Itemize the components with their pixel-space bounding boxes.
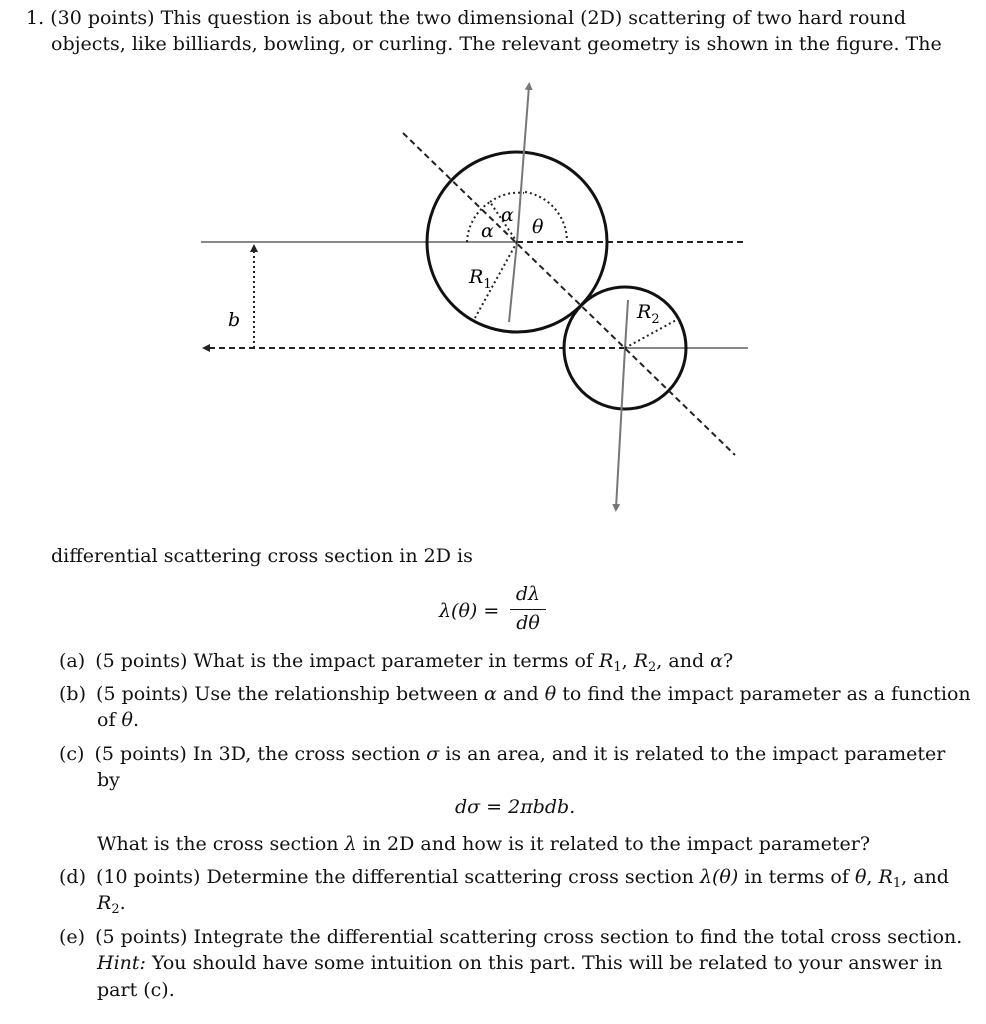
part-d-points: (10 points) (96, 866, 201, 888)
part-c-equation: dσ = 2πbdb. (455, 796, 576, 818)
part-a-points: (5 points) (95, 650, 188, 672)
part-a-label: (a) (59, 650, 86, 672)
part-e-text-1: Integrate the differential scattering cross section to find the total cross section. (193, 926, 963, 948)
part-c-followup-1: What is the cross section (97, 833, 339, 855)
intro-text-2: objects, like billiards, bowling, or curling. The relevant geometry is shown in the figure. The (51, 33, 942, 55)
scattered-path-2-upper (625, 300, 628, 348)
part-b-text-1: Use the relationship between (194, 683, 478, 705)
part-a (59, 648, 733, 674)
part-a-r2: R (633, 650, 649, 672)
part-b-line-2 (97, 707, 139, 733)
part-d-line-1 (59, 864, 949, 890)
part-d-line-2 (97, 890, 126, 916)
part-c-followup (97, 831, 870, 857)
problem-number: 1. (26, 7, 45, 29)
r1-label: $R_1$ (469, 266, 492, 292)
part-c-followup-2: in 2D and how is it related to the impact parameter? (362, 833, 871, 855)
part-a-comma: , (621, 650, 628, 672)
part-b-of: of (97, 709, 116, 731)
part-b-theta-2: θ (121, 709, 133, 731)
part-a-r1: R (599, 650, 614, 672)
equation-lambda-denominator: dθ (516, 612, 540, 634)
part-a-r1-sub: 1 (613, 660, 622, 675)
part-e-hint-label: Hint: (97, 952, 146, 974)
part-d-r2: R (97, 892, 112, 914)
intro-text-1: This question is about the two dimensional (2D) scattering of two hard round (160, 7, 907, 29)
part-d-r1: R (878, 866, 893, 888)
part-a-r2-sub: 2 (648, 660, 657, 675)
part-e-text-2: You should have some intuition on this part. This will be related to your answer in (151, 952, 943, 974)
part-d-and: , and (901, 866, 949, 888)
b-label: b (228, 309, 241, 331)
part-e-line-2 (97, 950, 943, 976)
part-d-r2-sub: 2 (111, 902, 120, 917)
part-b-alpha: α (484, 683, 497, 705)
part-c-text-2: is an area, and it is related to the impact parameter (445, 743, 946, 765)
scattered-path-1-lower (509, 242, 517, 322)
part-a-text: What is the impact parameter in terms of (193, 650, 593, 672)
part-d-label: (d) (59, 866, 86, 888)
equation-fraction-bar (510, 609, 546, 610)
part-c-line-2: by (97, 769, 120, 791)
alpha-left-label: α (481, 220, 494, 242)
alpha-arc-top (490, 193, 524, 202)
part-b-text-2: to find the impact parameter as a function (562, 683, 971, 705)
part-c-line-1 (59, 741, 945, 767)
part-d-comma: , (866, 866, 873, 888)
part-b-points: (5 points) (96, 683, 189, 705)
problem-points: (30 points) (50, 7, 155, 29)
part-a-and: , and (656, 650, 705, 672)
scattered-path-1 (517, 86, 529, 242)
part-c-label: (c) (59, 743, 85, 765)
part-c-text-1: In 3D, the cross section (192, 743, 421, 765)
part-d-theta: θ (854, 866, 867, 888)
r2-label: $R_2$ (637, 301, 660, 327)
part-c-sigma: σ (426, 743, 440, 765)
part-c-points: (5 points) (94, 743, 187, 765)
part-d-text-1: Determine the differential scattering cross section (206, 866, 694, 888)
alpha-top-label: α (501, 204, 514, 226)
equation-lambda-numerator: dλ (515, 583, 541, 605)
part-b-period: . (132, 709, 140, 731)
part-c-lambda: λ (344, 833, 357, 855)
part-d-period: . (119, 892, 126, 914)
part-e-line-3: part (c). (97, 979, 175, 1001)
part-b-line-1 (59, 681, 971, 707)
part-e-line-1 (59, 924, 962, 950)
part-d-lambda-theta: λ(θ) (699, 866, 739, 888)
part-b-theta: θ (544, 683, 557, 705)
line-of-centers (403, 133, 735, 455)
continuation-text: differential scattering cross section in 2D is (51, 545, 473, 567)
part-b-label: (b) (59, 683, 86, 705)
part-a-alpha: α (710, 650, 723, 672)
scattered-path-2 (616, 348, 625, 508)
part-b-and: and (502, 683, 539, 705)
part-d-r1-sub: 1 (892, 876, 902, 891)
part-d-text-2: in terms of (744, 866, 849, 888)
theta-label: θ (532, 216, 544, 238)
equation-lambda-lhs: λ(θ) = (439, 600, 500, 622)
part-e-label: (e) (59, 926, 86, 948)
part-e-points: (5 points) (95, 926, 188, 948)
part-a-question-mark: ? (723, 650, 734, 672)
